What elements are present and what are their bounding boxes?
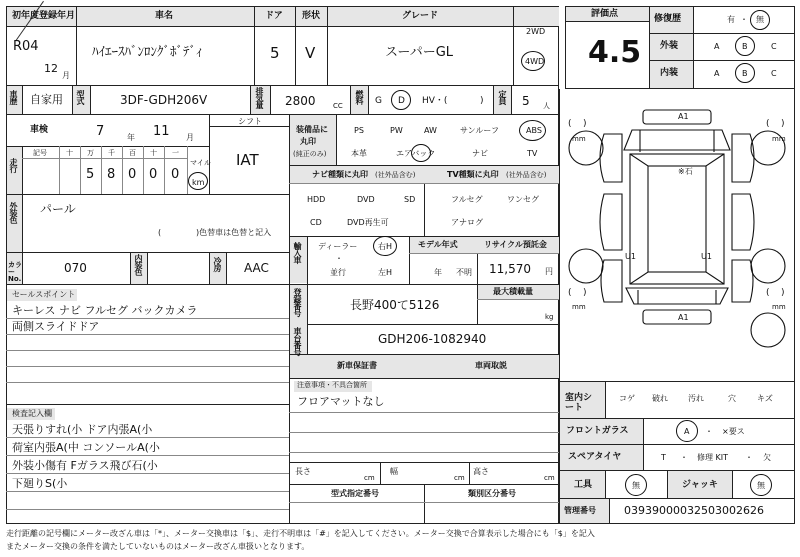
door-count: 5 [270, 44, 280, 62]
era-year: R04 [13, 39, 39, 54]
diagram-a1-top: A1 [678, 112, 689, 121]
navi-hdd: HDD [307, 195, 326, 204]
capacity-value: 5 [522, 94, 530, 108]
spare-dot-1: ・ [680, 453, 688, 462]
registration-value: 長野400て5126 [350, 298, 440, 312]
diagram-a1-bottom: A1 [678, 313, 689, 322]
registration-label: 登録番号 [293, 288, 302, 316]
chassis-label: 車台番号 [293, 327, 302, 355]
mileage-digit-2: 8 [107, 167, 116, 182]
shape-label: 形状 [302, 11, 321, 21]
fuel-d-circle [391, 90, 411, 110]
class-no-label: 類別区分番号 [468, 489, 516, 498]
length-cm: cm [364, 474, 375, 482]
interior-b-circle [735, 63, 755, 83]
equip-airbag: エアバック [396, 149, 436, 158]
mileage-digit-4: 0 [149, 167, 158, 182]
import-dealer: ディーラー [318, 242, 358, 251]
vehicle-diagram [560, 90, 794, 380]
footer-line-2: またメーター交換の条件を満たしていないものはメーター改ざん車扱いとなります。 [6, 542, 310, 551]
drive-4wd: 4WD [525, 57, 545, 66]
windshield-dot: ・ [705, 427, 713, 436]
car-name: ﾊｲｴｰｽﾊﾞﾝﾛﾝｸﾞﾎﾞﾃﾞｨ [92, 45, 203, 60]
exterior-b-circle [735, 36, 755, 56]
airbag-circle [411, 144, 431, 162]
seat-scratch: キズ [757, 394, 773, 403]
tools-label: 工具 [574, 480, 593, 490]
grade-label: グレード [402, 11, 439, 21]
diagram-bracket-tr-open: ( [766, 119, 770, 129]
height-label: 高さ [473, 467, 489, 476]
inspector-line-3: 外装小傷有 Fガラス飛び石(小 [12, 459, 158, 472]
tools-none-circle [625, 474, 647, 496]
equipment-label-1: 装備品に [296, 125, 328, 134]
navi-sd: SD [404, 195, 416, 204]
import-parallel: 並行 [330, 268, 346, 277]
tools-value: 無 [632, 481, 640, 490]
equip-ps: PS [354, 126, 364, 135]
navi-note: (社外品含む) [375, 171, 416, 179]
color-note-open: ( [158, 228, 162, 237]
interior-b: B [742, 69, 748, 78]
mileage-label: 走行 [9, 158, 18, 172]
mileage-head-10: 十 [150, 149, 157, 157]
interior-label: 内装 [660, 68, 679, 78]
mile-label: マイル [190, 159, 211, 167]
interior-a: A [714, 69, 720, 78]
diagram-u1-right: U1 [701, 252, 712, 261]
inspector-line-1: 天張りすれ(小 ドア内張A(小 [12, 423, 153, 436]
fuel-d: D [398, 96, 405, 106]
tv-oneseg: ワンセグ [507, 195, 539, 204]
spare-missing: 欠 [763, 453, 771, 462]
tv-title: TV種類に丸印 [447, 170, 499, 179]
import-dot: ・ [335, 254, 343, 263]
recycle-unit: 円 [545, 267, 553, 276]
mileage-head-10k: 万 [87, 149, 94, 157]
caution-value: フロアマットなし [297, 395, 385, 408]
fuel-close: ) [480, 96, 484, 106]
diagram-bracket-br-open: ( [766, 288, 770, 298]
equip-leather: 本革 [351, 149, 367, 158]
grade-value: スーパーGL [385, 45, 454, 60]
ac-label: 冷房 [213, 257, 222, 271]
exterior-c: C [771, 42, 777, 51]
diagram-mm-tl: mm [572, 135, 586, 143]
capacity-unit: 人 [543, 102, 550, 110]
mileage-head-1: 一 [172, 149, 179, 157]
km-label: km [192, 178, 205, 187]
windshield-a-circle [676, 420, 698, 442]
fuel-hv: HV・( [422, 96, 448, 106]
color-no-label: カラーNo. [8, 261, 22, 283]
color-no-value: 070 [64, 261, 87, 275]
sales-point-line-2: 両側スライドドア [12, 320, 100, 333]
inspector-label: 検査記入欄 [12, 409, 52, 418]
type-no-label: 型式指定番号 [331, 489, 379, 498]
exterior-b: B [742, 42, 748, 51]
diagram-bracket-tr-close: ) [781, 119, 785, 129]
recycle-value: 11,570 [489, 262, 531, 276]
inspection-month-unit: 月 [186, 133, 194, 142]
diagram-bracket-br-close: ) [781, 288, 785, 298]
door-label: ドア [265, 11, 283, 21]
inspection-year-unit: 年 [127, 133, 135, 142]
exterior-a: A [714, 42, 720, 51]
import-left-h: 左H [378, 268, 393, 277]
diagram-mm-tr: mm [772, 135, 786, 143]
jack-none-circle [750, 474, 772, 496]
displacement-value: 2800 [285, 94, 316, 108]
navi-title: ナビ種類に丸印 [312, 170, 368, 179]
seat-label: 室内シート [565, 393, 593, 413]
windshield-a: A [684, 427, 690, 436]
height-cm: cm [544, 474, 555, 482]
sales-point-line-1: キーレス ナビ フルセグ バックカメラ [12, 304, 198, 317]
diagram-mm-bl: mm [572, 303, 586, 311]
chassis-value: GDH206-1082940 [378, 332, 487, 346]
model-code: 3DF-GDH206V [120, 93, 208, 107]
abs-circle [519, 120, 546, 141]
spare-dot-2: ・ [745, 453, 753, 462]
mgmt-label: 管理番号 [564, 506, 596, 515]
sales-points-label: セールスポイント [12, 290, 76, 299]
equip-aw: AW [424, 126, 437, 135]
model-year-unknown: 不明 [456, 268, 472, 277]
shift-value: IAT [236, 151, 259, 169]
body-shape: V [305, 44, 316, 62]
km-circle [188, 172, 208, 190]
category-label: 車歴 [9, 90, 18, 104]
import-label: 輸入車 [293, 242, 302, 263]
shift-label: シフト [238, 117, 262, 126]
mgmt-value: 03939000032503002626 [624, 504, 764, 517]
recycle-label: リサイクル預託金 [484, 240, 547, 249]
capacity-label: 定員 [498, 90, 507, 104]
mileage-head-symbol: 記号 [33, 149, 47, 157]
repair-no-circle [750, 10, 770, 30]
windshield-x: ×要ス [722, 427, 745, 436]
equip-tv: TV [527, 149, 538, 158]
warranty-label: 新車保証書 [337, 361, 377, 370]
diagram-bracket-tl-open: ( [568, 119, 572, 129]
first-reg-label: 初年度登録年月 [12, 11, 76, 21]
interior-c: C [771, 69, 777, 78]
navi-dvd-play: DVD再生可 [347, 218, 389, 227]
mileage-head-100: 百 [129, 149, 136, 157]
seat-hole: 穴 [728, 394, 736, 403]
mileage-head-100k: 十 [66, 149, 73, 157]
month-unit: 月 [62, 71, 70, 80]
tv-fullseg: フルセグ [451, 195, 483, 204]
fuel-label: 燃料 [355, 90, 364, 104]
width-label: 幅 [390, 467, 398, 476]
interior-color-label: 内装色 [134, 254, 143, 275]
diagram-mm-br: mm [772, 303, 786, 311]
color-note-close: )色替車は色替と記入 [196, 228, 272, 237]
fuel-g: G [375, 96, 382, 106]
manual-label: 車両取説 [475, 361, 507, 370]
spare-label: スペアタイヤ [568, 452, 622, 462]
spare-kit: 修理 KIT [697, 453, 729, 462]
equipment-label-2: 丸印 [300, 137, 316, 146]
windshield-label: フロントガラス [566, 426, 629, 436]
color-value: パール [40, 202, 76, 216]
diagram-bracket-bl-close: ) [583, 288, 587, 298]
length-label: 長さ [295, 467, 311, 476]
equip-pw: PW [390, 126, 403, 135]
drive-2wd: 2WD [526, 27, 546, 36]
cc-unit: CC [333, 102, 343, 110]
seat-burn: コゲ [619, 394, 635, 403]
ac-value: AAC [244, 261, 269, 275]
equip-sunroof: サンルーフ [460, 126, 499, 135]
score-label: 評価点 [591, 9, 619, 19]
tv-note: (社外品含む) [506, 171, 547, 179]
car-name-label: 車名 [155, 11, 174, 21]
import-right-h: 右H [378, 242, 393, 251]
inspector-line-4: 下廻りS(小 [12, 477, 68, 490]
seat-tear: 破れ [652, 394, 668, 403]
repair-yes: 有 [727, 15, 735, 24]
repair-label: 修復歴 [654, 14, 682, 24]
diagram-bracket-tl-close: ) [583, 119, 587, 129]
tv-analog: アナログ [451, 218, 483, 227]
mileage-digit-5: 0 [171, 167, 180, 182]
diagram-bracket-bl-open: ( [568, 288, 572, 298]
spare-t: T [661, 453, 666, 462]
max-load-label: 最大積載量 [493, 287, 533, 296]
mileage-head-1k: 千 [108, 149, 115, 157]
equip-abs: ABS [526, 126, 542, 135]
mileage-digit-1: 5 [86, 167, 95, 182]
diagram-u1-left: U1 [625, 252, 636, 261]
footer-line-1: 走行距離の記号欄にメーター改ざん車は「*」、メーター交換車は「$」、走行不明車は「#」を記入してください。メーター交換で合算表示した場合にも「$」を記入 [6, 529, 595, 538]
score-value: 4.5 [588, 35, 642, 70]
model-label: 型式 [76, 90, 85, 104]
inspector-line-2: 荷室内張A(中 コンソールA(小 [12, 441, 160, 454]
model-year-label: モデル年式 [418, 240, 458, 249]
repair-dot: ・ [740, 15, 748, 24]
navi-dvd: DVD [357, 195, 375, 204]
displacement-label: 排気量 [255, 87, 264, 108]
inspection-label: 車検 [30, 125, 49, 135]
max-load-kg: kg [545, 313, 554, 321]
category-value: 自家用 [30, 93, 63, 106]
right-h-circle [373, 236, 397, 256]
equip-navi: ナビ [472, 149, 488, 158]
reg-month: 12 [44, 62, 58, 75]
width-cm: cm [454, 474, 465, 482]
exterior-label: 外装 [660, 41, 679, 51]
color-label: 外装色 [9, 202, 18, 223]
caution-label: 注意事項・不具合箇所 [297, 381, 367, 389]
diagram-center-note: ※石 [678, 167, 693, 176]
seat-stain: 汚れ [688, 394, 704, 403]
inspection-year: 7 [96, 124, 105, 139]
jack-value: 無 [757, 481, 765, 490]
mileage-digit-3: 0 [128, 167, 137, 182]
drive-4wd-circle [521, 51, 545, 71]
inspection-month: 11 [153, 124, 170, 139]
jack-label: ジャッキ [682, 480, 718, 490]
model-year-unit: 年 [434, 268, 442, 277]
navi-cd: CD [310, 218, 322, 227]
repair-no: 無 [756, 15, 764, 24]
equipment-label-3: (純正のみ) [293, 150, 327, 158]
